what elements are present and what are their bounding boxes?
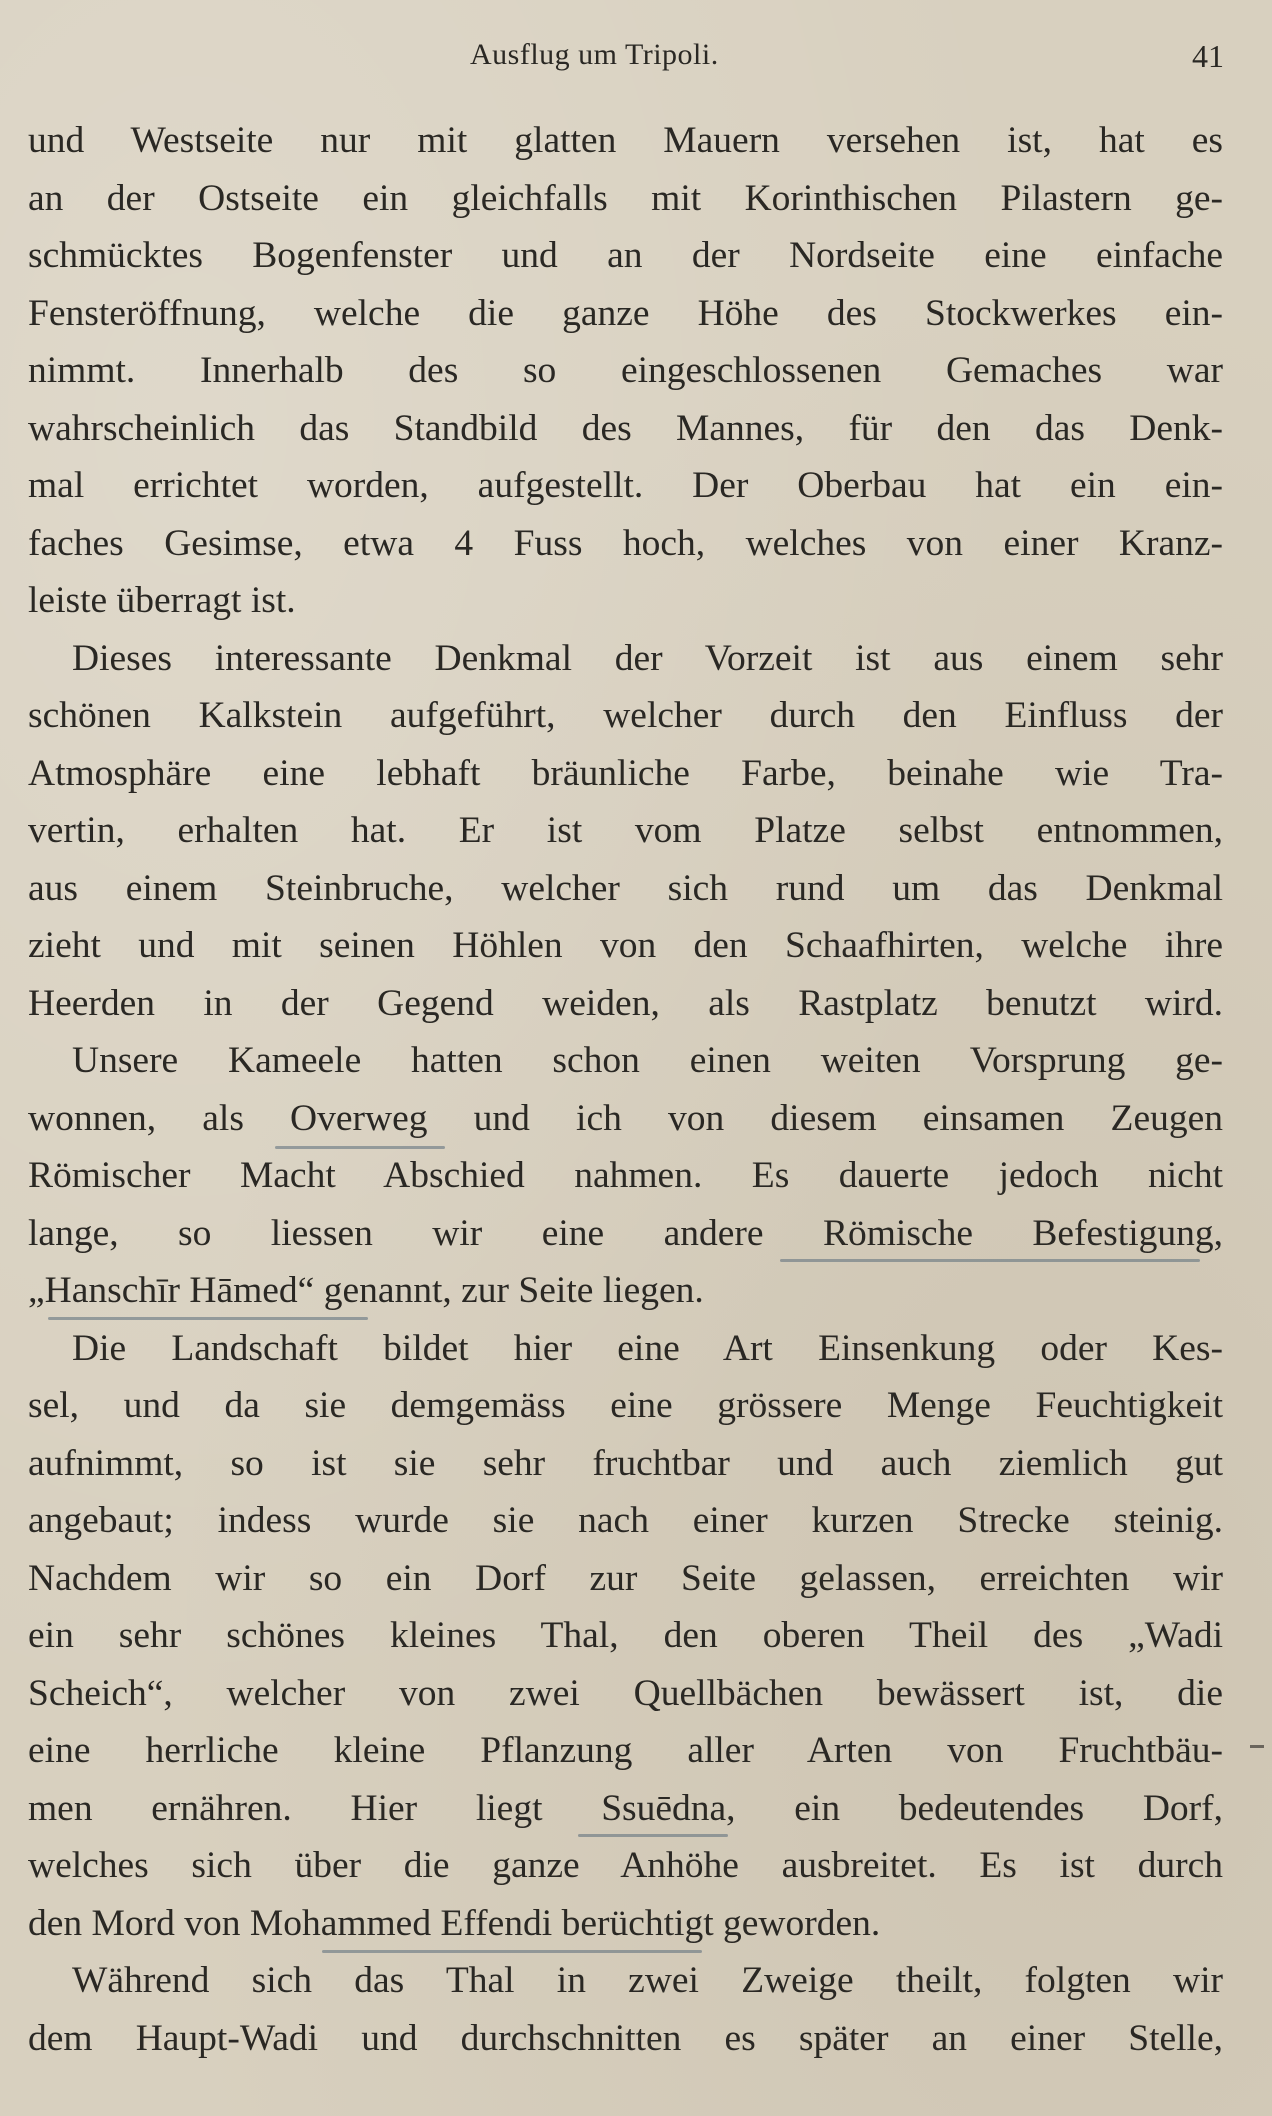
- text-line: ein sehr schönes kleines Thal, den oberen Theil des „Wadi: [28, 1615, 1223, 1656]
- paragraph-3: [28, 1032, 1223, 1320]
- text-line: Scheich“, welcher von zwei Quellbächen bewässert ist, die: [28, 1672, 1223, 1714]
- text-line: „Hanschīr Hāmed“ genannt, zur Seite liegen.: [28, 1270, 704, 1311]
- margin-pencil-mark: [1250, 1745, 1264, 1748]
- page-number: 41: [1192, 38, 1224, 74]
- text-line: aus einem Steinbruche, welcher sich rund um das Denkmal: [28, 867, 1223, 909]
- text-line: Die Landschaft bildet hier eine Art Einsenkung oder Kes-: [72, 1327, 1223, 1369]
- text-line: Während sich das Thal in zwei Zweige theilt, folgten wir: [72, 1960, 1223, 2001]
- pencil-underline-mark: [322, 1950, 702, 1953]
- text-line: vertin, erhalten hat. Er ist vom Platze selbst entnommen,: [28, 810, 1223, 851]
- text-line: angebaut; indess wurde sie nach einer kurzen Strecke steinig.: [28, 1500, 1223, 1541]
- text-line: Atmosphäre eine lebhaft bräunliche Farbe, beinahe wie Tra-: [28, 752, 1223, 794]
- text-line: wonnen, als Overweg und ich von diesem einsamen Zeugen: [28, 1097, 1223, 1139]
- text-line: wahrscheinlich das Standbild des Mannes, für den das Denk-: [28, 407, 1223, 449]
- text-line: Nachdem wir so ein Dorf zur Seite gelassen, erreichten wir: [28, 1557, 1223, 1599]
- text-line: den Mord von Mohammed Effendi berüchtigt geworden.: [28, 1902, 881, 1944]
- text-line: aufnimmt, so ist sie sehr fruchtbar und auch ziemlich gut: [28, 1442, 1223, 1484]
- text-line: Römischer Macht Abschied nahmen. Es dauerte jedoch nicht: [28, 1155, 1223, 1196]
- text-line: nimmt. Innerhalb des so eingeschlossenen Gemaches war: [28, 350, 1223, 391]
- text-line: zieht und mit seinen Höhlen von den Schaafhirten, welche ihre: [28, 925, 1223, 966]
- running-title: Ausflug um Tripoli.: [470, 38, 719, 71]
- text-line: schönen Kalkstein aufgeführt, welcher durch den Einfluss der: [28, 695, 1223, 736]
- pencil-underline-mark: [578, 1834, 728, 1837]
- pencil-underline-mark: [48, 1317, 368, 1320]
- text-line: mal errichtet worden, aufgestellt. Der Oberbau hat ein ein-: [28, 465, 1223, 506]
- text-line: Fensteröffnung, welche die ganze Höhe des Stockwerkes ein-: [28, 292, 1223, 334]
- text-line: welches sich über die ganze Anhöhe ausbreitet. Es ist durch: [28, 1845, 1223, 1886]
- paragraph-5: [28, 1952, 1223, 2067]
- text-line: dem Haupt-Wadi und durchschnitten es später an einer Stelle,: [28, 2017, 1223, 2059]
- text-line: und Westseite nur mit glatten Mauern versehen ist, hat es: [28, 120, 1223, 161]
- running-head: [0, 38, 1272, 78]
- pencil-underline-mark: [275, 1146, 445, 1149]
- body-text: [28, 112, 1223, 2067]
- paragraph-2: [28, 630, 1223, 1033]
- text-line: sel, und da sie demgemäss eine grössere Menge Feuchtigkeit: [28, 1385, 1223, 1426]
- text-line: schmücktes Bogenfenster und an der Nordseite eine einfache: [28, 235, 1223, 276]
- paragraph-1: [28, 112, 1223, 630]
- paragraph-4: [28, 1320, 1223, 1953]
- text-line: an der Ostseite ein gleichfalls mit Korinthischen Pilastern ge-: [28, 177, 1223, 219]
- text-line: Heerden in der Gegend weiden, als Rastplatz benutzt wird.: [28, 982, 1223, 1024]
- text-line: lange, so liessen wir eine andere Römische Befestigung,: [28, 1212, 1223, 1254]
- text-line: leiste überragt ist.: [28, 580, 296, 621]
- text-line: eine herrliche kleine Pflanzung aller Arten von Fruchtbäu-: [28, 1730, 1223, 1771]
- pencil-underline-mark: [780, 1259, 1200, 1262]
- text-line: men ernähren. Hier liegt Ssuēdna, ein bedeutendes Dorf,: [28, 1787, 1223, 1829]
- text-line: Unsere Kameele hatten schon einen weiten Vorsprung ge-: [72, 1040, 1223, 1081]
- text-line: Dieses interessante Denkmal der Vorzeit ist aus einem sehr: [72, 637, 1223, 679]
- text-line: faches Gesimse, etwa 4 Fuss hoch, welches von einer Kranz-: [28, 522, 1223, 564]
